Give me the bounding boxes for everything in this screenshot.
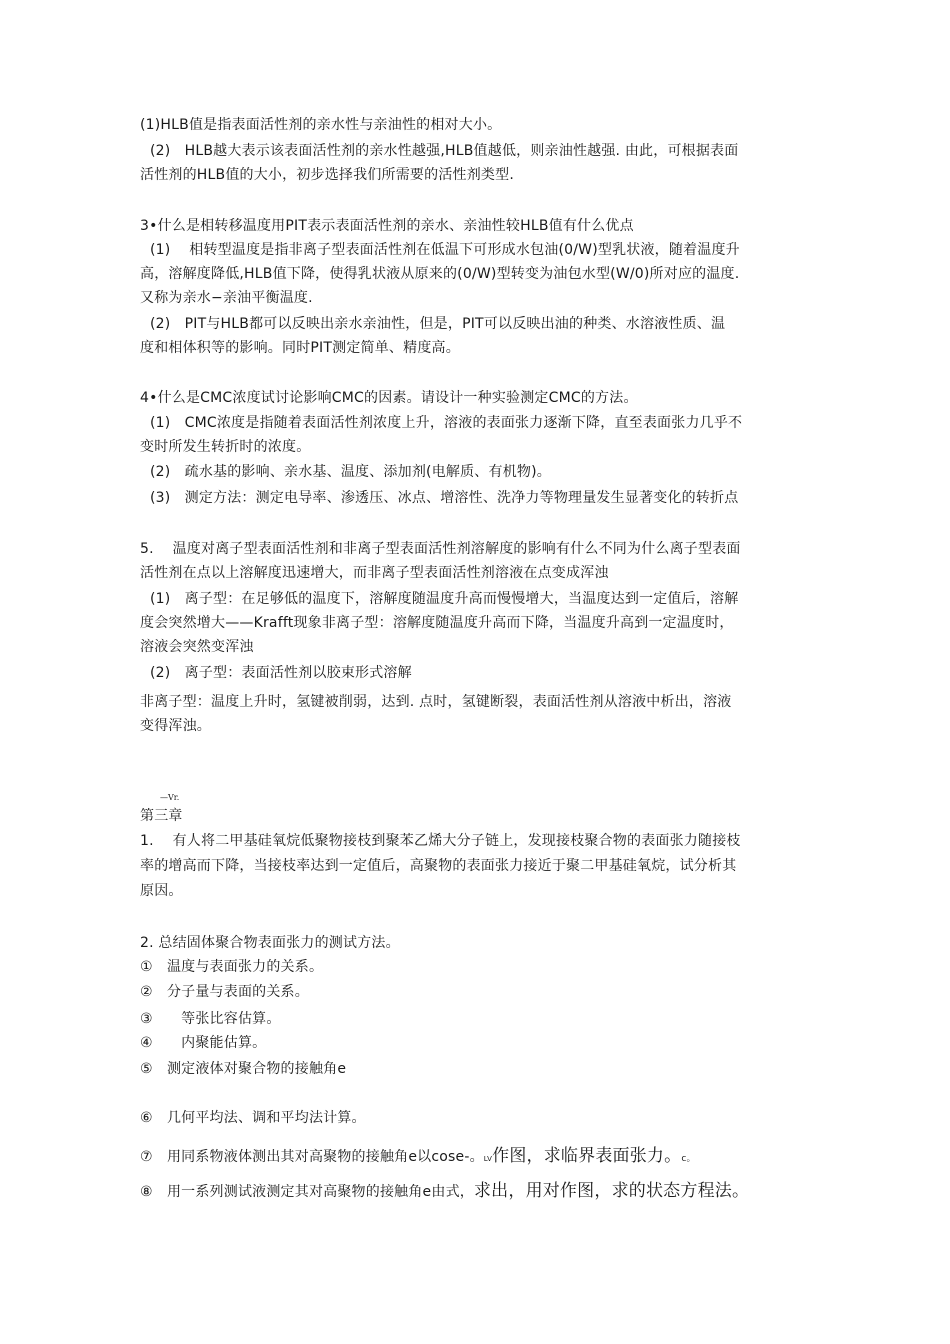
method-7-subscript: LV [483, 1155, 493, 1163]
method-8 [140, 1181, 749, 1202]
method-4: ④ 内聚能估算。 [140, 1035, 267, 1051]
chapter-3-heading: 第三章 [140, 808, 183, 824]
q3-answer-1-line-2: 高，溶解度降低,HLB值下降，使得乳状液从原来的(0/W)型转变为油包水型(W/0)所对应的温度. [140, 266, 740, 282]
method-3: ③ 等张比容估算。 [140, 1011, 281, 1027]
answer-2-line-2: 活性剂的HLB值的大小，初步选择我们所需要的活性剂类型. [140, 167, 514, 183]
ch3-question-2: 2. 总结固体聚合物表面张力的测试方法。 [140, 935, 400, 951]
method-8-text: ⑧ 用一系列测试液测定其对高聚物的接触角e由式， [140, 1184, 474, 1200]
q5-answer-2: (2) 离子型：表面活性剂以胶束形式溶解 [150, 665, 412, 681]
scan-mark: —Vr. [160, 793, 180, 802]
method-7-text: ⑦ 用同系物液体测出其对高聚物的接触角e以cose-。 [140, 1149, 484, 1165]
method-5: ⑤ 测定液体对聚合物的接触角e [140, 1061, 347, 1077]
q3-answer-1-line-3: 又称为亲水−亲油平衡温度. [140, 290, 313, 306]
ch3-question-1-line-2: 率的增高而下降，当接枝率达到一定值后，高聚物的表面张力接近于聚二甲基硅氧烷，试分析其 [140, 858, 737, 874]
method-6: ⑥ 几何平均法、调和平均法计算。 [140, 1110, 366, 1126]
q4-answer-1-line-2: 变时所发生转折时的浓度。 [140, 439, 311, 455]
q3-answer-2-line-2: 度和相体积等的影响。同时PIT测定简单、精度高。 [140, 340, 460, 356]
q5-answer-1-line-1: (1) 离子型：在足够低的温度下，溶解度随温度升高而慢慢增大，当温度达到一定值后，溶解 [150, 591, 739, 607]
method-7-subscript-c: c。 [681, 1154, 696, 1164]
q5-answer-3-line-1: 非离子型：温度上升时，氢键被削弱，达到. 点时，氢键断裂，表面活性剂从溶液中析出，溶液 [140, 694, 732, 710]
q4-answer-2: (2) 疏水基的影响、亲水基、温度、添加剂(电解质、有机物)。 [150, 464, 551, 480]
q5-answer-3-line-2: 变得浑浊。 [140, 718, 211, 734]
q3-answer-1-line-1: (1) 相转型温度是指非离子型表面活性剂在低温下可形成水包油(0/W)型乳状液，随着温度升 [150, 242, 740, 258]
q3-answer-2-line-1: (2) PIT与HLB都可以反映出亲水亲油性，但是，PIT可以反映出油的种类、水溶液性质、温 [150, 316, 726, 332]
ch3-question-1-line-3: 原因。 [140, 883, 183, 899]
question-5-line-2: 活性剂在点以上溶解度迅速增大，而非离子型表面活性剂溶液在点变成浑浊 [140, 565, 609, 581]
ch3-question-1-line-1: 1. 有人将二甲基硅氧烷低聚物接枝到聚苯乙烯大分子链上，发现接枝聚合物的表面张力随接枝 [140, 833, 741, 849]
question-4: 4•什么是CMC浓度试讨论影响CMC的因素。请设计一种实验测定CMC的方法。 [140, 390, 638, 406]
question-5-line-1: 5. 温度对离子型表面活性剂和非离子型表面活性剂溶解度的影响有什么不同为什么离子型表面 [140, 541, 741, 557]
q5-answer-1-line-3: 溶液会突然变浑浊 [140, 639, 254, 655]
method-1: ① 温度与表面张力的关系。 [140, 959, 324, 975]
method-8-text-large: 求出，用对作图，求的状态方程法。 [473, 1181, 750, 1201]
answer-2-line-1: (2) HLB越大表示该表面活性剂的亲水性越强,HLB值越低，则亲油性越强. 由此，可根据表面 [150, 143, 739, 159]
question-3: 3•什么是相转移温度用PIT表示表面活性剂的亲水、亲油性较HLB值有什么优点 [140, 218, 634, 234]
q4-answer-3: (3) 测定方法：测定电导率、渗透压、冰点、增溶性、洗净力等物理量发生显著变化的转折点 [150, 490, 739, 506]
method-2: ② 分子量与表面的关系。 [140, 984, 309, 1000]
q4-answer-1-line-1: (1) CMC浓度是指随着表面活性剂浓度上升，溶液的表面张力逐渐下降，直至表面张力几乎不 [150, 415, 743, 431]
method-7-text-large: 作图，求临界表面张力。 [492, 1146, 682, 1166]
method-7 [140, 1146, 696, 1169]
q5-answer-1-line-2: 度会突然增大——Krafft现象非离子型：溶解度随温度升高而下降，当温度升高到一定温度时， [140, 615, 734, 631]
answer-1-line: (1)HLB值是指表面活性剂的亲水性与亲油性的相对大小。 [140, 117, 502, 133]
